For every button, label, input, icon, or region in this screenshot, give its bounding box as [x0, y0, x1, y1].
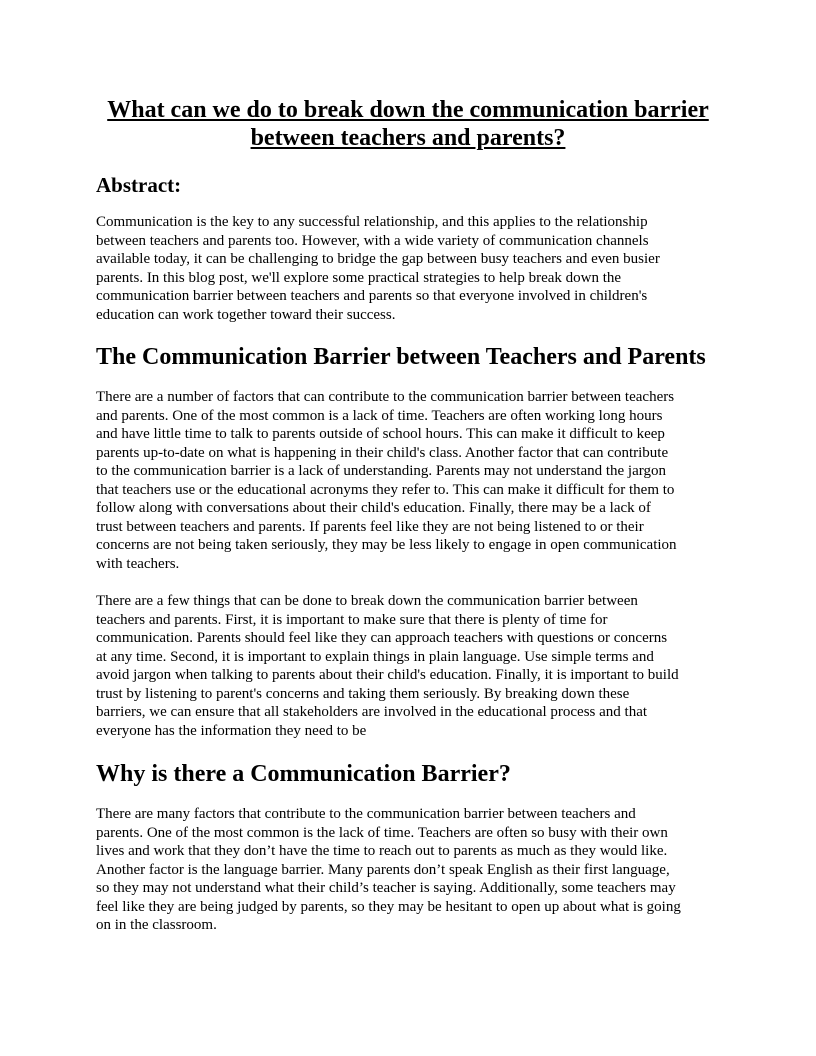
page-title — [96, 96, 720, 152]
text-line: lives and work that they don’t have the time to reach out to parents as much as they would like. — [96, 843, 668, 859]
text-line: barriers, we can ensure that all stakeholders are involved in the educational process and that — [96, 704, 648, 720]
text-line: parents up-to-date on what is happening in their child's class. Another factor that can contribute — [96, 444, 669, 461]
text-line: follow along with conversations about their child's education. Finally, there may be a lack of — [96, 500, 651, 516]
text-line: parents. One of the most common is the lack of time. Teachers are often so busy with their own — [96, 824, 668, 841]
text-line: concerns are not being taken seriously, they may be less likely to engage in open communication — [96, 537, 677, 553]
text-line: everyone has the information they need to be — [96, 722, 367, 739]
title-line: What can we do to break down the communication barrier — [107, 97, 709, 123]
abstract-heading: Abstract: — [96, 173, 182, 197]
title-line: between teachers and parents? — [250, 125, 566, 151]
text-line: education can work together toward their success. — [96, 306, 396, 323]
text-line: with teachers. — [96, 555, 180, 572]
text-line: feel like they are being judged by parents, so they may be hesitant to open up about what is going — [96, 898, 681, 915]
text-line: on in the classroom. — [96, 917, 217, 933]
text-line: that teachers use or the educational acronyms they refer to. This can make it difficult for them to — [96, 481, 675, 498]
text-line: trust by listening to parent's concerns and taking them seriously. By breaking down these — [96, 685, 630, 702]
text-line: communication barrier between teachers and parents so that everyone involved in children's — [96, 288, 648, 304]
text-line: communication. Parents should feel like they can approach teachers with questions or concerns — [96, 630, 668, 646]
text-line: and have little time to talk to parents outside of school hours. This can make it difficult to keep — [96, 426, 665, 442]
text-line: Communication is the key to any successful relationship, and this applies to the relationship — [96, 214, 648, 230]
text-line: avoid jargon when talking to parents about their child's education. Finally, it is important to build — [96, 667, 679, 683]
text-line: and parents. One of the most common is a lack of time. Teachers are often working long hours — [96, 407, 663, 424]
text-line: Another factor is the language barrier. Many parents don’t speak English as their first language, — [96, 861, 670, 878]
text-line: There are a number of factors that can contribute to the communication barrier between teachers — [96, 389, 675, 405]
text-line: There are a few things that can be done to break down the communication barrier between — [96, 593, 638, 609]
section1-paragraph-1 — [96, 388, 726, 573]
text-line: There are many factors that contribute to the communication barrier between teachers and — [96, 806, 636, 822]
text-line: to the communication barrier is a lack of understanding. Parents may not understand the jargon — [96, 463, 666, 479]
section-heading-communication-barrier: The Communication Barrier between Teachers and Parents — [96, 344, 706, 370]
section1-paragraph-2 — [96, 592, 726, 740]
abstract-paragraph — [96, 213, 726, 324]
text-line: available today, it can be challenging to bridge the gap between busy teachers and even busier — [96, 251, 660, 267]
text-line: at any time. Second, it is important to explain things in plain language. Use simple terms and — [96, 648, 654, 665]
text-line: so they may not understand what their child’s teacher is saying. Additionally, some teachers may — [96, 880, 676, 896]
section-heading-why-barrier: Why is there a Communication Barrier? — [96, 761, 511, 787]
section2-paragraph-1 — [96, 805, 726, 935]
text-line: between teachers and parents too. However, with a wide variety of communication channels — [96, 232, 649, 249]
text-line: teachers and parents. First, it is important to make sure that there is plenty of time for — [96, 611, 608, 628]
text-line: trust between teachers and parents. If parents feel like they are not being listened to or their — [96, 518, 644, 535]
text-line: parents. In this blog post, we'll explore some practical strategies to help break down the — [96, 269, 622, 286]
